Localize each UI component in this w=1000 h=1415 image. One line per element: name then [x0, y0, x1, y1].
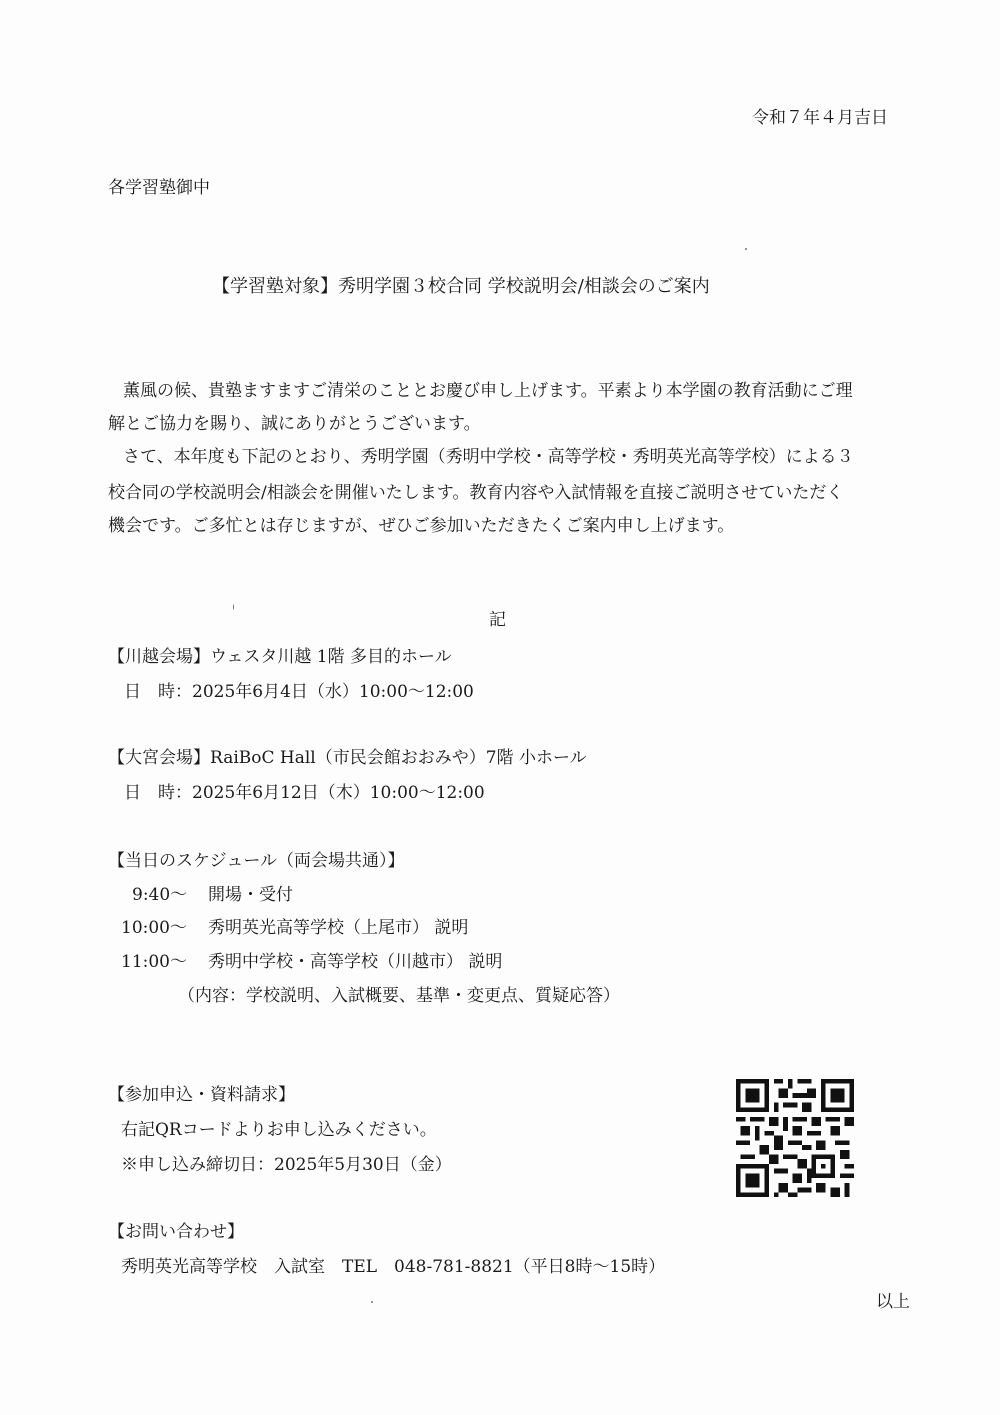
schedule-time: 11:00～: [121, 952, 187, 972]
scan-speck: [233, 604, 234, 610]
body-line-1: 薫風の候、貴塾ますますご清栄のこととお慶び申し上げます。平素より本学園の教育活動にご理: [123, 381, 853, 401]
body-line-2: 解とご協力を賜り、誠にありがとうございます。: [108, 414, 481, 434]
body-line-3: さて、本年度も下記のとおり、秀明学園（秀明中学校・高等学校・秀明英光高等学校）による３: [123, 447, 854, 467]
closing-mark: 以上: [876, 1292, 910, 1312]
schedule-time: 9:40～: [132, 885, 188, 905]
scan-speck: [745, 248, 747, 250]
issue-date: 令和７年４月吉日: [752, 108, 888, 128]
schedule-note: （内容：学校説明、入試概要、基準・変更点、質疑応答）: [178, 986, 620, 1006]
ki-heading: 記: [489, 610, 506, 630]
application-deadline: ※申し込み締切日：2025年5月30日（金）: [121, 1155, 452, 1175]
schedule-text: 秀明英光高等学校（上尾市） 説明: [208, 918, 469, 938]
qr-code-icon[interactable]: [735, 1079, 855, 1197]
addressee: 各学習塾御中: [108, 178, 210, 198]
schedule-time: 10:00～: [121, 918, 187, 938]
kawagoe-datetime: 日 時：2025年6月4日（水）10:00～12:00: [124, 682, 474, 702]
kawagoe-venue: 【川越会場】ウェスタ川越 1階 多目的ホール: [108, 647, 452, 667]
application-heading: 【参加申込・資料請求】: [108, 1085, 295, 1105]
scan-speck: [371, 1301, 373, 1303]
body-line-5: 機会です。ご多忙とは存じますが、ぜひご参加いただきたくご案内申し上げます。: [108, 516, 735, 536]
schedule-text: 開場・受付: [208, 885, 293, 905]
schedule-heading: 【当日のスケジュール（両会場共通）】: [108, 851, 405, 871]
document-title: 【学習塾対象】秀明学園３校合同 学校説明会/相談会のご案内: [212, 276, 710, 297]
omiya-venue: 【大宮会場】RaiBoC Hall（市民会館おおみや）7階 小ホール: [108, 748, 587, 768]
body-line-4: 校合同の学校説明会/相談会を開催いたします。教育内容や入試情報を直接ご説明させていただく: [108, 483, 844, 503]
application-instruction: 右記QRコードよりお申し込みください。: [121, 1120, 437, 1140]
contact-details: 秀明英光高等学校 入試室 TEL 048-781-8821（平日8時～15時）: [121, 1257, 666, 1277]
contact-heading: 【お問い合わせ】: [108, 1222, 244, 1242]
schedule-text: 秀明中学校・高等学校（川越市） 説明: [208, 952, 503, 972]
omiya-datetime: 日 時：2025年6月12日（木）10:00～12:00: [124, 783, 485, 803]
